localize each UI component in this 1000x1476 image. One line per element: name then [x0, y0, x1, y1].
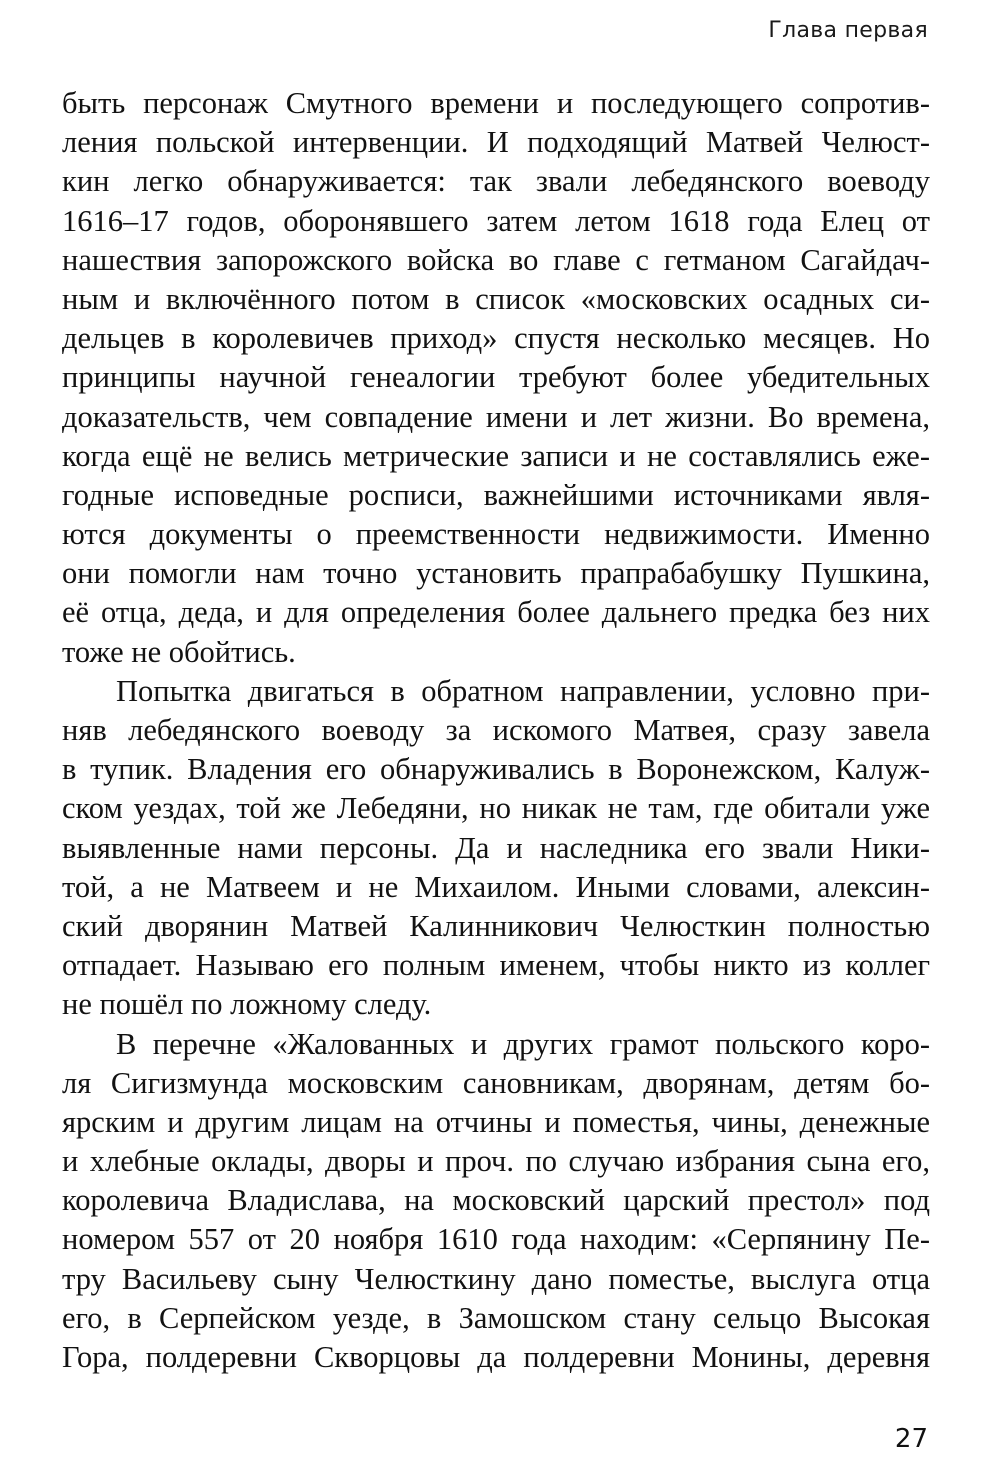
- paragraph-3: [62, 1025, 930, 1378]
- text-line: ярским и другим лицам на отчины и поместья, чины, денежные: [62, 1104, 930, 1139]
- text-line: её отца, деда, и для определения более дальнего предка без них: [62, 595, 930, 630]
- text-line: королевича Владислава, на московский царский престол» под: [62, 1183, 930, 1218]
- text-line: В перечне «Жалованных и других грамот польского коро-: [116, 1026, 930, 1061]
- text-line: его, в Серпейском уезде, в Замошском стану сельцо Высокая: [62, 1300, 930, 1335]
- text-line: они помогли нам точно установить прапрабабушку Пушкина,: [62, 556, 930, 591]
- text-line: и хлебные оклады, дворы и проч. по случаю избрания сына его,: [62, 1144, 930, 1179]
- text-line: ля Сигизмунда московским сановникам, дворянам, детям бо-: [62, 1065, 930, 1100]
- text-line: выявленные нами персоны. Да и наследника его звали Ники-: [62, 830, 930, 865]
- text-line: дельцев в королевичев приход» спустя несколько месяцев. Но: [62, 321, 930, 356]
- text-line: тру Васильеву сыну Челюсткину дано поместье, выслуга отца: [62, 1261, 930, 1296]
- text-line: Попытка двигаться в обратном направлении, условно при-: [116, 673, 930, 708]
- text-line: годные исповедные росписи, важнейшими источниками явля-: [62, 477, 930, 512]
- text-line: номером 557 от 20 ноября 1610 года находим: «Серпянину Пе-: [62, 1222, 930, 1257]
- text-line: 1616–17 годов, оборонявшего затем летом 1618 года Елец от: [62, 203, 930, 238]
- text-line: тоже не обойтись.: [62, 634, 296, 669]
- text-line: той, а не Матвеем и не Михаилом. Иными словами, алексин-: [62, 869, 930, 904]
- text-line: доказательств, чем совпадение имени и лет жизни. Во времена,: [62, 399, 930, 434]
- text-line: ский дворянин Матвей Калинникович Челюсткин полностью: [62, 908, 930, 943]
- text-line: нашествия запорожского войска во главе с гетманом Сагайдач-: [62, 242, 930, 277]
- text-line: принципы научной генеалогии требуют более убедительных: [62, 360, 930, 395]
- text-line: ются документы о преемственности недвижимости. Именно: [62, 517, 930, 552]
- paragraph-1: [62, 84, 930, 672]
- text-line: когда ещё не велись метрические записи и не составлялись еже-: [62, 438, 930, 473]
- text-line: в тупик. Владения его обнаруживались в Воронежском, Калуж-: [62, 752, 930, 787]
- page-number: 27: [894, 1424, 928, 1454]
- text-line: Гора, полдеревни Скворцовы да полдеревни Монины, деревня: [62, 1340, 930, 1374]
- text-line: ным и включённого потом в список «московских осадных си-: [62, 281, 930, 316]
- paragraph-2: [62, 672, 930, 1025]
- text-line: ском уездах, той же Лебедяни, но никак не там, где обитали уже: [62, 791, 930, 826]
- text-line: ления польской интервенции. И подходящий Матвей Челюст-: [62, 125, 930, 160]
- text-line: быть персонаж Смутного времени и последующего сопротив-: [62, 86, 930, 120]
- text-line: няв лебедянского воеводу за искомого Матвея, сразу завела: [62, 713, 930, 747]
- text-line: не пошёл по ложному следу.: [62, 987, 432, 1022]
- text-line: отпадает. Называю его полным именем, чтобы никто из коллег: [62, 948, 930, 983]
- text-line: кин легко обнаруживается: так звали лебедянского воеводу: [62, 164, 930, 199]
- text-block: [62, 84, 930, 1377]
- running-head: Глава первая: [768, 18, 928, 43]
